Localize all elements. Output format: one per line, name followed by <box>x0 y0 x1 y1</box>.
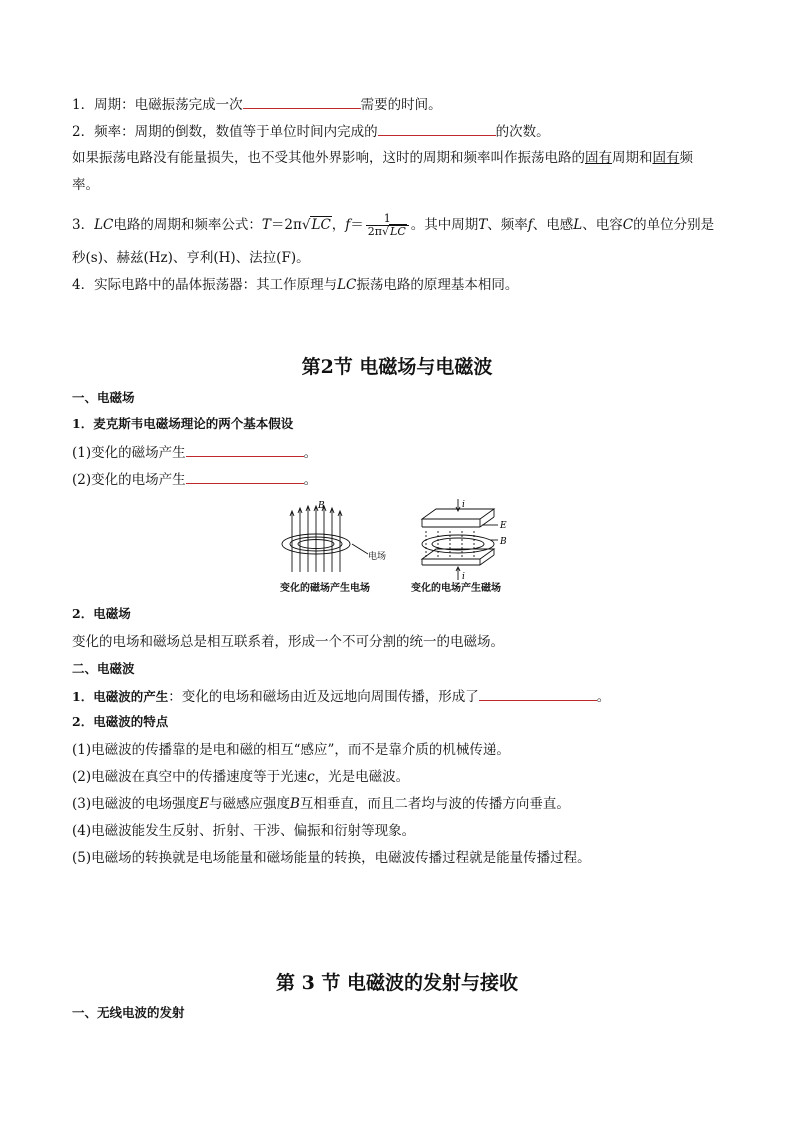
answer-blank[interactable] <box>186 442 304 457</box>
changing-magnetic-field-diagram <box>282 506 368 572</box>
em-field-figure <box>272 497 522 582</box>
label-i-top: i <box>462 500 465 510</box>
label-E: E <box>500 521 507 531</box>
answer-blank[interactable] <box>378 121 496 136</box>
natural-period-paragraph: 如果振荡电路没有能量损失，也不受其他外界影响，这时的周期和频率叫作振荡电路的固有周期和固有频 <box>72 150 693 166</box>
em-field-paragraph: 变化的电场和磁场总是相互联系着，形成一个不可分割的统一的电磁场。 <box>72 634 504 650</box>
heading-maxwell: 1．麦克斯韦电磁场理论的两个基本假设 <box>72 416 294 431</box>
label-B-right: B <box>500 537 507 547</box>
heading-radio-emission: 一、无线电波的发射 <box>72 1005 185 1020</box>
frequency-fraction: $\frac{1}{2\pi√LC}$ <box>366 213 409 238</box>
lc-formula-line: 3．LC电路的周期和频率公式：T＝2π√LC，f＝ $\frac{1}{2\pi√LC}$ 。其中周期T、频率f、电感L、电容C的单位分别是 <box>72 212 715 238</box>
natural-period-paragraph-cont: 率。 <box>72 177 99 193</box>
section-3-title: 第 3 节 电磁波的发射与接收 <box>275 972 519 994</box>
figure-caption-left: 变化的磁场产生电场 <box>280 583 370 594</box>
heading-em-wave: 二、电磁波 <box>72 661 135 676</box>
heading-em-field-2: 2．电磁场 <box>72 606 131 621</box>
answer-blank[interactable] <box>186 469 304 484</box>
feature-1: (1)电磁波的传播靠的是电和磁的相互“感应”，而不是靠介质的机械传递。 <box>72 742 510 758</box>
hypothesis-2: (2)变化的电场产生 。 <box>72 469 734 490</box>
period-definition: 1．周期：电磁振荡完成一次 需要的时间。 <box>72 94 734 115</box>
units-line: 秒(s)、赫兹(Hz)、亨利(H)、法拉(F)。 <box>72 250 310 266</box>
hypothesis-1: (1)变化的磁场产生 。 <box>72 442 734 463</box>
feature-3: (3)电磁波的电场强度E与磁感应强度B互相垂直，而且二者均与波的传播方向垂直。 <box>72 796 570 812</box>
section-2-title: 第2节 电磁场与电磁波 <box>301 356 493 378</box>
feature-2: (2)电磁波在真空中的传播速度等于光速c，光是电磁波。 <box>72 769 410 785</box>
em-wave-generation: 1．电磁波的产生：变化的电场和磁场由近及远地向周围传播，形成了 。 <box>72 686 734 707</box>
heading-em-field: 一、电磁场 <box>72 390 135 405</box>
crystal-oscillator-line: 4．实际电路中的晶体振荡器：其工作原理与LC振荡电路的原理基本相同。 <box>72 277 519 293</box>
answer-blank[interactable] <box>243 94 361 109</box>
changing-electric-field-diagram <box>422 499 498 580</box>
answer-blank[interactable] <box>479 686 597 701</box>
feature-4: (4)电磁波能发生反射、折射、干涉、偏振和衍射等现象。 <box>72 823 416 839</box>
label-electric-field: 电场 <box>368 552 387 562</box>
feature-5: (5)电磁场的转换就是电场能量和磁场能量的转换，电磁波传播过程就是能量传播过程。 <box>72 850 591 866</box>
frequency-definition: 2．频率：周期的倒数，数值等于单位时间内完成的 的次数。 <box>72 121 734 142</box>
figure-caption-right: 变化的电场产生磁场 <box>411 583 501 594</box>
label-i-bottom: i <box>462 572 465 582</box>
label-B: B <box>318 501 325 511</box>
heading-em-wave-features: 2．电磁波的特点 <box>72 714 169 729</box>
